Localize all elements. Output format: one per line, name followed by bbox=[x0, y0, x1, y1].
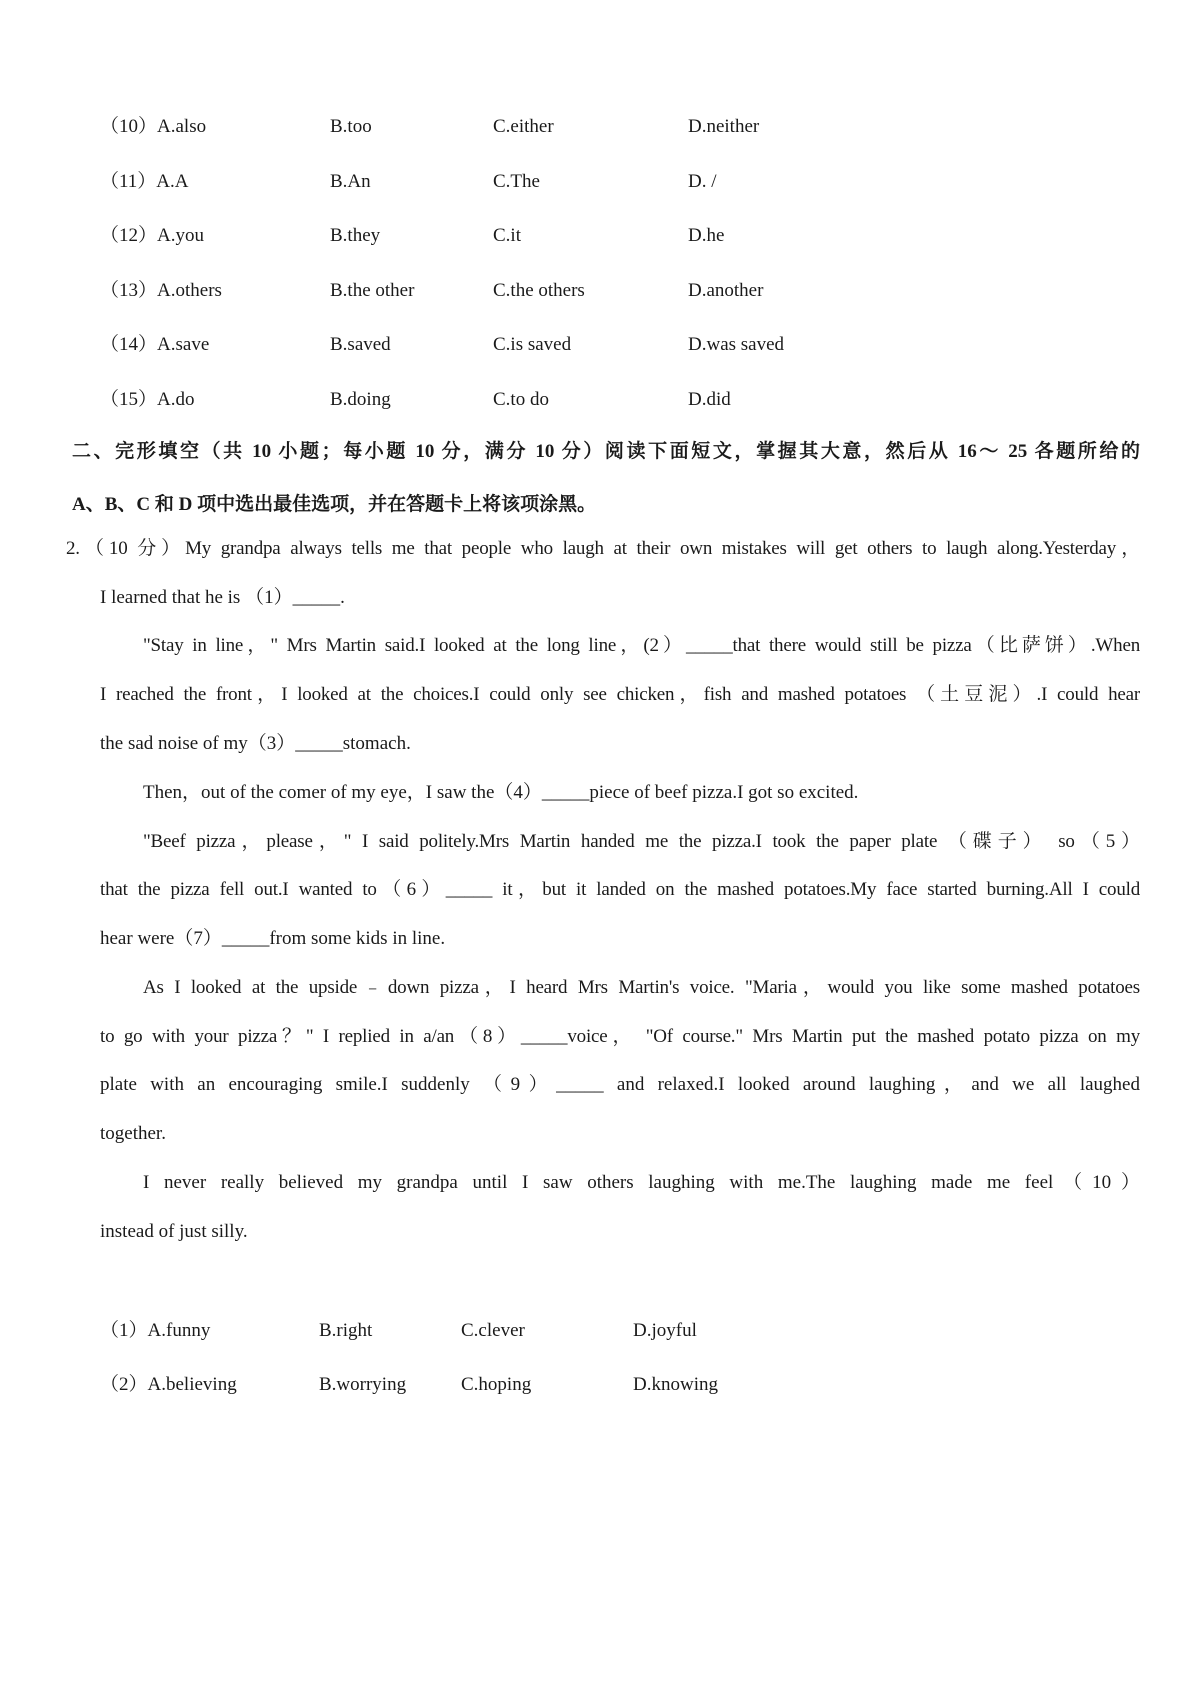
section-heading-line2: A、B、C 和 D 项中选出最佳选项，并在答题卡上将该项涂黑。 bbox=[72, 494, 597, 515]
option-a bbox=[100, 113, 206, 141]
option-a-text: A.save bbox=[157, 334, 210, 355]
option-d: D.was saved bbox=[688, 334, 785, 355]
option-b: B.doing bbox=[330, 389, 391, 410]
passage-line: that the pizza fell out.I wanted to（6）_____ it，but it landed on the mashed potatoes.My face started burning.All I could bbox=[100, 879, 1140, 900]
option-a bbox=[100, 168, 189, 196]
option-c: C.clever bbox=[461, 1320, 525, 1341]
option-d: D.another bbox=[688, 280, 764, 301]
passage-line: together. bbox=[100, 1123, 166, 1144]
section-heading: 二、完形填空（共 10 小题；每小题 10 分，满分 10 分）阅读下面短文，掌握其大意，然后从 16～ 25 各题所给的 bbox=[72, 441, 1140, 462]
passage-line: to go with your pizza？" I replied in a/an（8）_____voice， "Of course." Mrs Martin put the mashed potato pizza on my bbox=[100, 1026, 1140, 1047]
passage-line: hear were（7）_____from some kids in line. bbox=[100, 928, 446, 949]
passage-line: the sad noise of my（3）_____stomach. bbox=[100, 733, 411, 754]
question-number: （15） bbox=[100, 389, 158, 410]
option-a-text: A.funny bbox=[147, 1320, 211, 1341]
option-d: D.neither bbox=[688, 116, 760, 137]
option-b: B.worrying bbox=[319, 1374, 407, 1395]
option-c: C.the others bbox=[493, 280, 585, 301]
option-d: D. / bbox=[688, 171, 717, 192]
option-d: D.did bbox=[688, 389, 731, 410]
passage-line: instead of just silly. bbox=[100, 1221, 248, 1242]
option-b: B.too bbox=[330, 116, 372, 137]
option-a-text: A.others bbox=[157, 280, 222, 301]
question-stem-line: 2.（10 分）My grandpa always tells me that people who laugh at their own mistakes will get others to laugh along.Yesterday， bbox=[66, 538, 1140, 559]
passage-line: As I looked at the upside﹣down pizza，I heard Mrs Martin's voice. "Maria，would you like some mashed potatoes bbox=[143, 977, 1140, 998]
option-a bbox=[100, 1317, 210, 1345]
question-number: （12） bbox=[100, 225, 158, 246]
option-b: B.saved bbox=[330, 334, 391, 355]
question-number: （14） bbox=[100, 334, 158, 355]
option-b: B.An bbox=[330, 171, 371, 192]
question-number: （2） bbox=[100, 1374, 148, 1395]
option-a-text: A.A bbox=[156, 171, 189, 192]
option-c: C.it bbox=[493, 225, 521, 246]
passage-line: I reached the front，I looked at the choices.I could only see chicken，fish and mashed potatoes （土豆泥）.I could hear bbox=[100, 684, 1140, 705]
option-d: D.knowing bbox=[633, 1374, 718, 1395]
passage-line: I learned that he is （1）_____. bbox=[100, 587, 345, 608]
option-a bbox=[100, 386, 195, 414]
passage-line: I never really believed my grandpa until I saw others laughing with me.The laughing made me feel（10） bbox=[143, 1172, 1140, 1193]
option-c: C.hoping bbox=[461, 1374, 532, 1395]
question-number: （13） bbox=[100, 280, 158, 301]
passage-line: Then，out of the comer of my eye，I saw the（4）_____piece of beef pizza.I got so excited. bbox=[143, 782, 859, 803]
option-a bbox=[100, 277, 222, 305]
option-b: B.right bbox=[319, 1320, 373, 1341]
option-d: D.joyful bbox=[633, 1320, 697, 1341]
option-a bbox=[100, 222, 204, 250]
question-number: （10） bbox=[100, 116, 158, 137]
option-a-text: A.believing bbox=[147, 1374, 237, 1395]
option-b: B.the other bbox=[330, 280, 415, 301]
option-a bbox=[100, 331, 209, 359]
passage-line: "Stay in line，" Mrs Martin said.I looked at the long line，(2）_____that there would still be pizza（比萨饼）.When bbox=[143, 635, 1140, 656]
option-a-text: A.do bbox=[157, 389, 195, 410]
option-c: C.The bbox=[493, 171, 540, 192]
option-c: C.either bbox=[493, 116, 554, 137]
question-number: （1） bbox=[100, 1320, 148, 1341]
option-c: C.to do bbox=[493, 389, 549, 410]
passage-line: plate with an encouraging smile.I suddenly （9）_____ and relaxed.I looked around laughing，and we all laughed bbox=[100, 1074, 1140, 1095]
option-a-text: A.you bbox=[157, 225, 204, 246]
passage-line: "Beef pizza，please，" I said politely.Mrs Martin handed me the pizza.I took the paper plate （碟子） so（5） bbox=[143, 831, 1140, 852]
option-c: C.is saved bbox=[493, 334, 572, 355]
option-a bbox=[100, 1371, 237, 1399]
option-b: B.they bbox=[330, 225, 381, 246]
option-a-text: A.also bbox=[157, 116, 207, 137]
question-number: （11） bbox=[100, 171, 157, 192]
option-d: D.he bbox=[688, 225, 725, 246]
